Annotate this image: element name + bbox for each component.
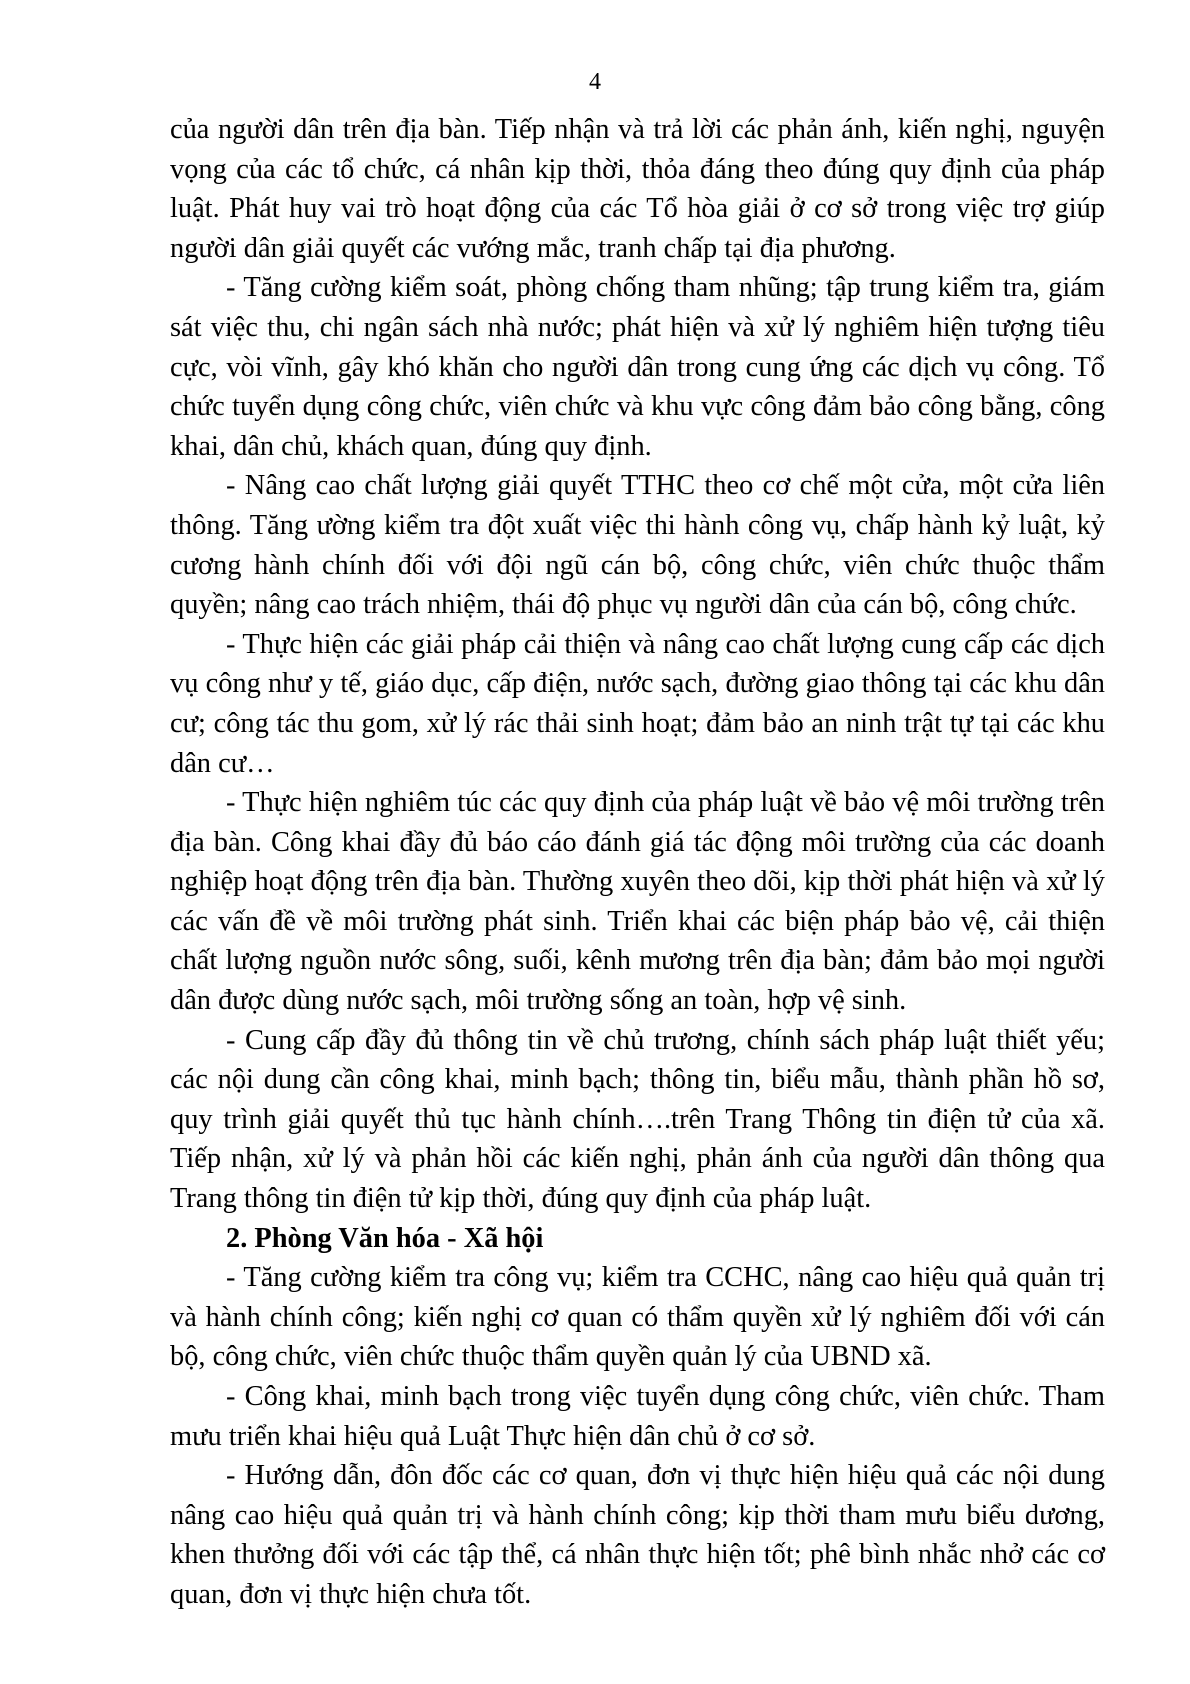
section-heading: 2. Phòng Văn hóa - Xã hội: [226, 1222, 544, 1254]
paragraph-inspection: - Tăng cường kiểm tra công vụ; kiểm tra CCHC, nâng cao hiệu quả quản trị và hành chính công; kiến nghị cơ quan có thẩm quyền xử lý nghiêm đối với cán bộ, công chức, viên chức thuộc thẩm quyền quản lý của UBND xã.: [170, 1262, 1105, 1373]
paragraph-anti-corruption: - Tăng cường kiểm soát, phòng chống tham nhũng; tập trung kiểm tra, giám sát việc thu, chi ngân sách nhà nước; phát hiện và xử lý nghiêm hiện tượng tiêu cực, vòi vĩnh, gây khó khăn cho người dân trong cung ứng các dịch vụ công. Tổ chức tuyển dụng công chức, viên chức và khu vực công đảm bảo công bằng, công khai, dân chủ, khách quan, đúng quy định.: [170, 272, 1105, 462]
paragraph-continuation: của người dân trên địa bàn. Tiếp nhận và trả lời các phản ánh, kiến nghị, nguyện vọng của các tổ chức, cá nhân kịp thời, thỏa đáng theo đúng quy định của pháp luật. Phát huy vai trò hoạt động của các Tổ hòa giải ở cơ sở trong việc trợ giúp người dân giải quyết các vướng mắc, tranh chấp tại địa phương.: [170, 114, 1105, 264]
paragraph-administrative-procedures: - Nâng cao chất lượng giải quyết TTHC theo cơ chế một cửa, một cửa liên thông. Tăng ường kiểm tra đột xuất việc thi hành công vụ, chấp hành kỷ luật, kỷ cương hành chính đối với đội ngũ cán bộ, công chức, viên chức thuộc thẩm quyền; nâng cao trách nhiệm, thái độ phục vụ người dân của cán bộ, công chức.: [170, 470, 1105, 621]
paragraph-information-portal: - Cung cấp đầy đủ thông tin về chủ trương, chính sách pháp luật thiết yếu; các nội dung cần công khai, minh bạch; thông tin, biểu mẫu, thành phần hồ sơ, quy trình giải quyết thủ tục hành chính….trên Trang Thông tin điện tử của xã. Tiếp nhận, xử lý và phản hồi các kiến nghị, phản ánh của người dân thông qua Trang thông tin điện tử kịp thời, đúng quy định của pháp luật.: [170, 1024, 1105, 1215]
paragraph-environment: - Thực hiện nghiêm túc các quy định của pháp luật về bảo vệ môi trường trên địa bàn. Công khai đầy đủ báo cáo đánh giá tác động môi trường của các doanh nghiệp hoạt động trên địa bàn. Thường xuyên theo dõi, kịp thời phát hiện và xử lý các vấn đề về môi trường phát sinh. Triển khai các biện pháp bảo vệ, cải thiện chất lượng nguồn nước sông, suối, kênh mương trên địa bàn; đảm bảo mọi người dân được dùng nước sạch, môi trường sống an toàn, hợp vệ sinh.: [170, 787, 1105, 1017]
paragraph-guidance: - Hướng dẫn, đôn đốc các cơ quan, đơn vị thực hiện hiệu quả các nội dung nâng cao hiệu quả quản trị và hành chính công; kịp thời tham mưu biểu dương, khen thưởng đối với các tập thể, cá nhân thực hiện tốt; phê bình nhắc nhở các cơ quan, đơn vị thực hiện chưa tốt.: [170, 1460, 1105, 1610]
paragraph-public-services: - Thực hiện các giải pháp cải thiện và nâng cao chất lượng cung cấp các dịch vụ công như y tế, giáo dục, cấp điện, nước sạch, đường giao thông tại các khu dân cư; công tác thu gom, xử lý rác thải sinh hoạt; đảm bảo an ninh trật tự tại các khu dân cư…: [170, 628, 1105, 779]
document-body: [170, 110, 1105, 1615]
page-number: 4: [589, 69, 601, 95]
paragraph-recruitment: - Công khai, minh bạch trong việc tuyển dụng công chức, viên chức. Tham mưu triển khai hiệu quả Luật Thực hiện dân chủ ở cơ sở.: [170, 1381, 1105, 1452]
